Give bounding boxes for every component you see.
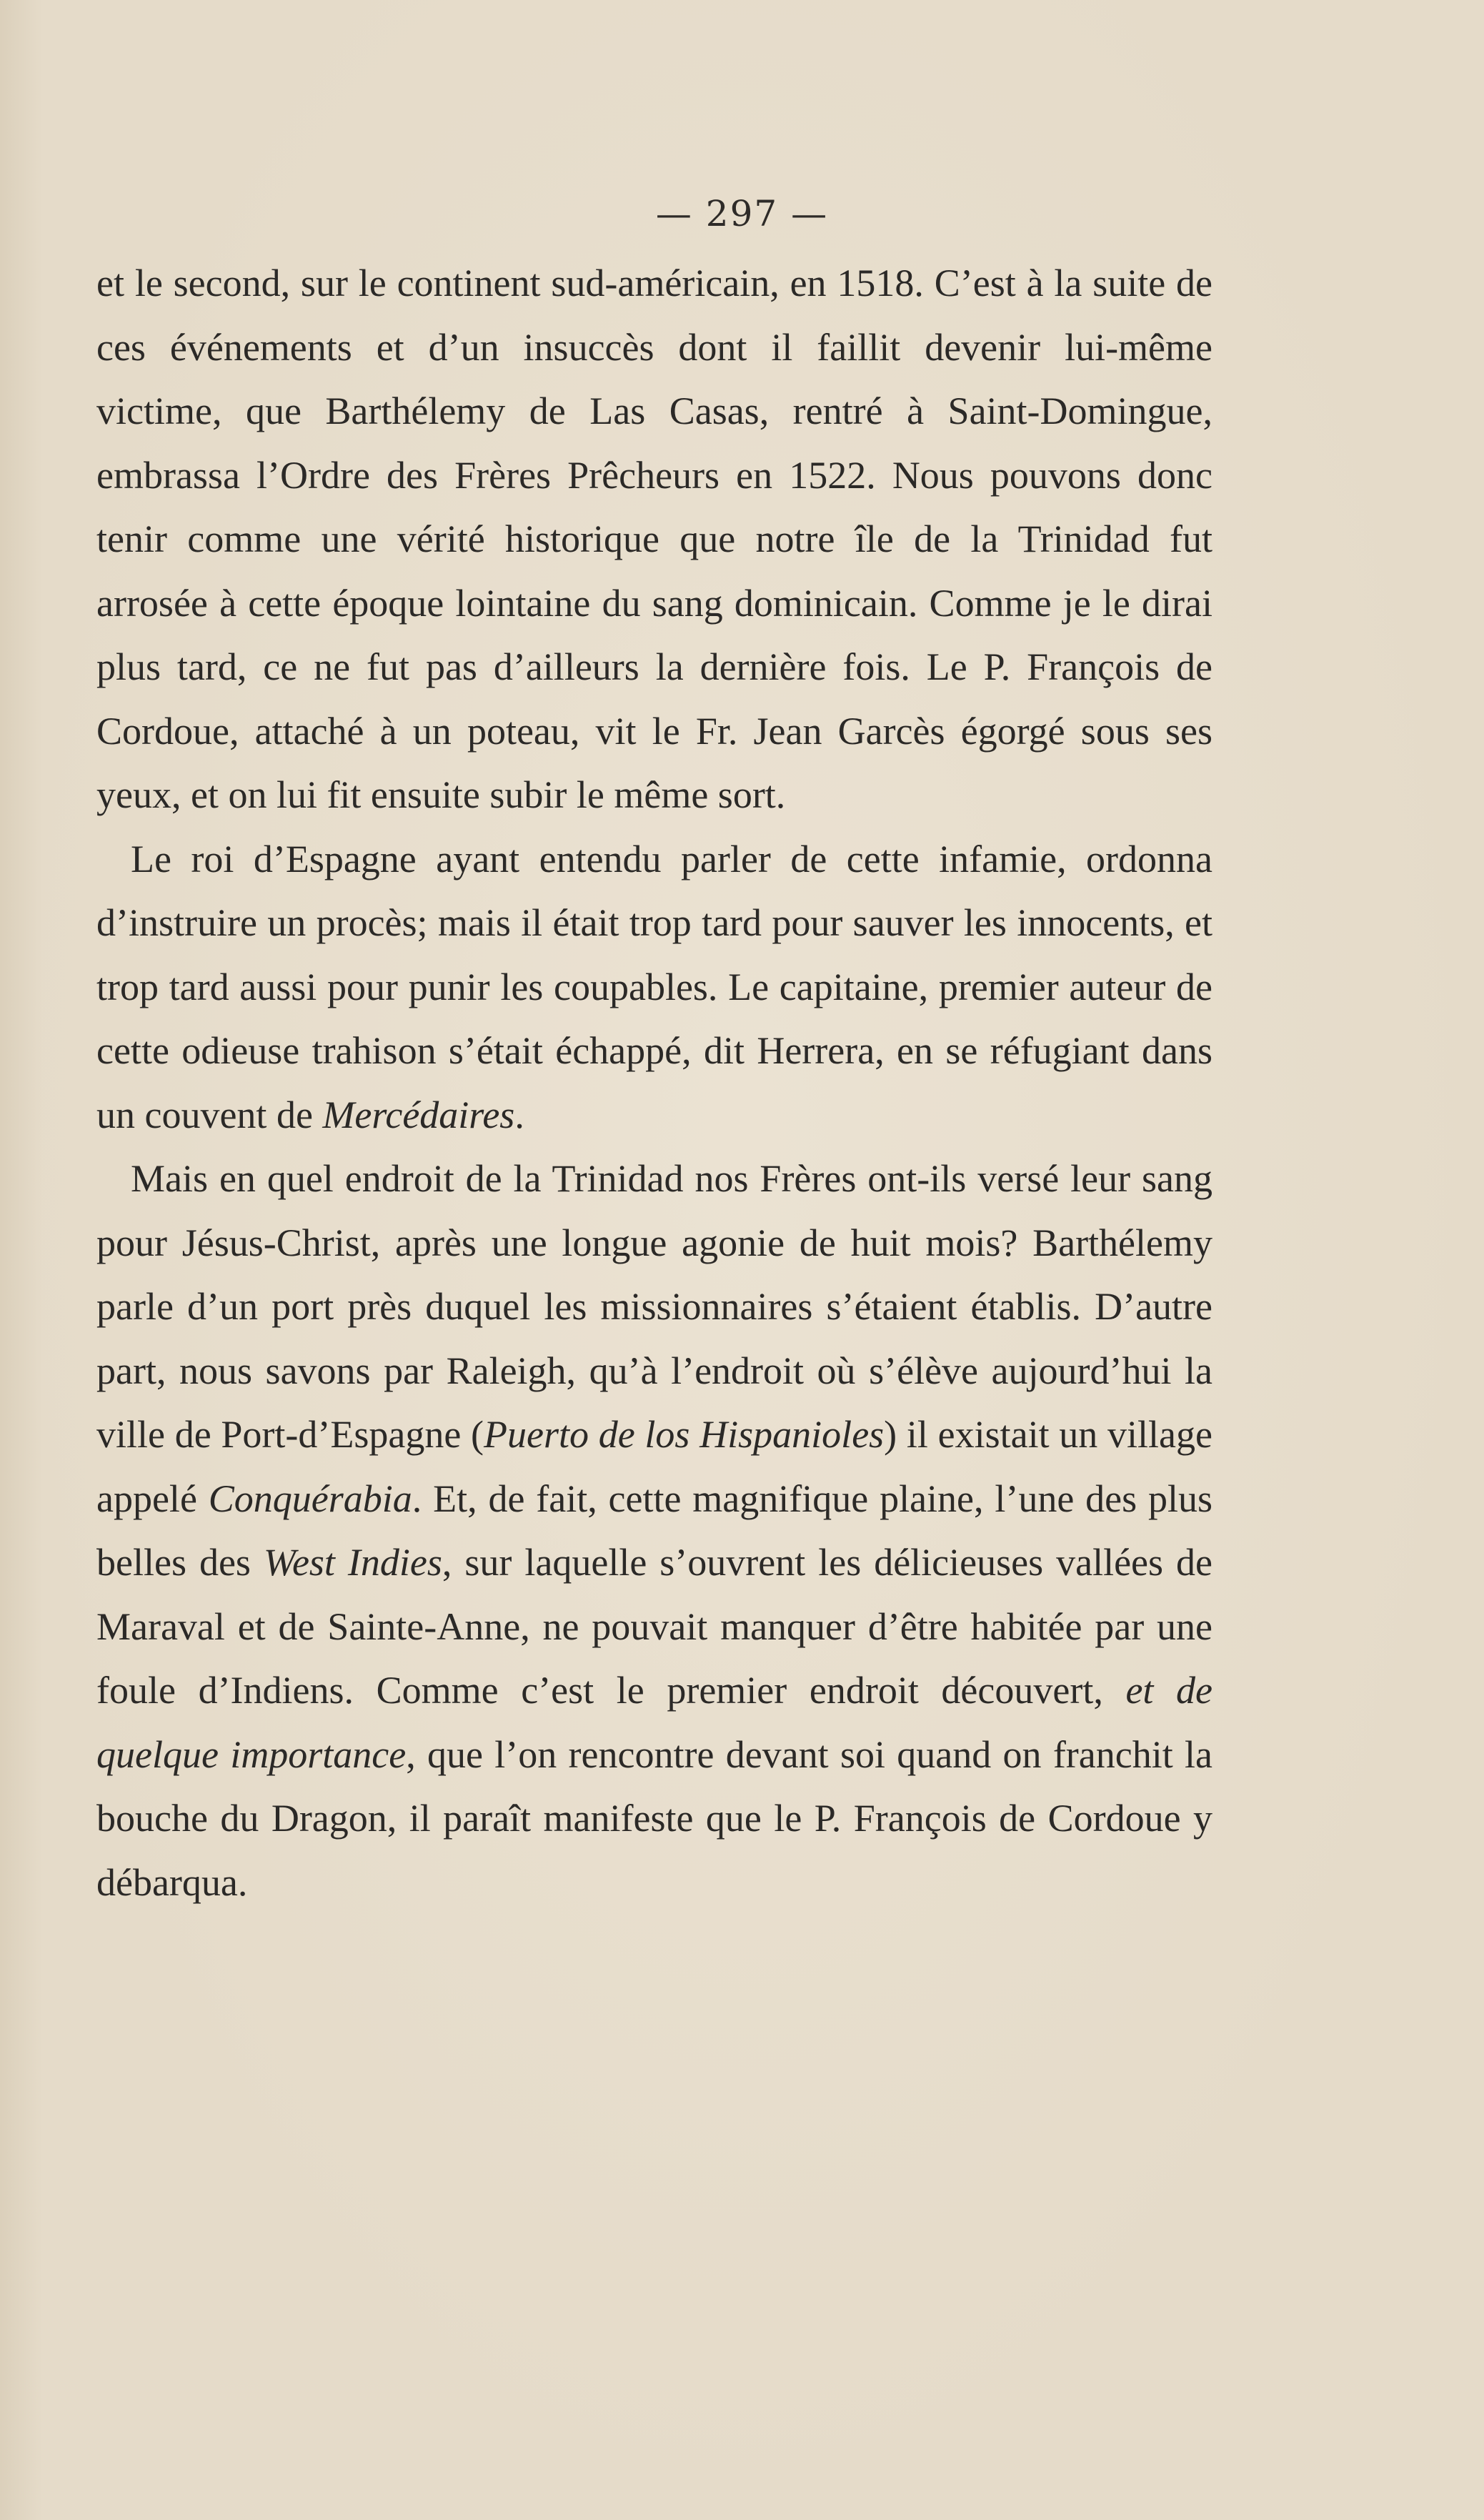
text-segment: , sur laquelle s’ouvrent les délicieuses vallées de Maraval et de Sainte-Anne, ne pouvait manquer d’être habitée par une foule d’Indiens. Comme c’est le premier endroit découvert, <box>96 1541 1212 1712</box>
page-number: — 297 — <box>655 193 829 234</box>
body-text <box>96 252 1212 1915</box>
text-segment: , que l’on rencontre devant soi quand on franchit la bouche du Dragon, il paraît manifeste que le P. François de Cordoue y débarqua. <box>96 1732 1212 1904</box>
paragraph-1 <box>96 252 1212 828</box>
text-segment: . <box>514 1093 524 1136</box>
text-segment: ) il existait un village appelé <box>96 1413 1212 1520</box>
text-segment: et le second, sur le continent sud-américain, en 1518. C’est à la suite de ces événements et d’un insuccès dont il faillit devenir lui-même victime, que Barthélemy de Las Casas, rentré à Saint-Domingue, embrassa l’Ordre des Frères Prêcheurs en 1522. Nous pouvons donc tenir comme une vérité historique que notre île de la Trinidad fut arrosée à cette époque lointaine du sang dominicain. Comme je le dirai plus tard, ce ne fut pas d’ailleurs la dernière fois. Le P. François de Cordoue, attaché à un poteau, vit le Fr. Jean Garcès égorgé sous ses yeux, et on lui fit ensuite subir le même sort. <box>96 262 1212 816</box>
paragraph-3 <box>96 1147 1212 1915</box>
paragraph-2 <box>96 828 1212 1148</box>
italic-term-puerto: Puerto de los Hispanioles <box>484 1413 885 1456</box>
italic-term-importance: et de quelque importance <box>96 1669 1212 1776</box>
text-segment: Mais en quel endroit de la Trinidad nos Frères ont-ils versé leur sang pour Jésus-Christ, après une longue agonie de huit mois? Barthélemy parle d’un port près duquel les missionnaires s’étaient établis. D’autre part, nous savons par Raleigh, qu’à l’endroit où s’élève aujourd’hui la ville de Port-d’Espagne ( <box>96 1157 1212 1456</box>
italic-term-conquerabia: Conquérabia <box>208 1477 412 1520</box>
italic-term-mercedaires: Mercédaires <box>322 1093 515 1136</box>
italic-term-west-indies: West Indies <box>263 1541 442 1584</box>
text-segment: . Et, de fait, cette magnifique plaine, l’une des plus belles des <box>96 1477 1212 1584</box>
text-segment: Le roi d’Espagne ayant entendu parler de cette infamie, ordonna d’instruire un procès; mais il était trop tard pour sauver les innocents, et trop tard aussi pour punir les coupables. Le capitaine, premier auteur de cette odieuse trahison s’était échappé, dit Herrera, en se réfugiant dans un couvent de <box>96 837 1212 1136</box>
